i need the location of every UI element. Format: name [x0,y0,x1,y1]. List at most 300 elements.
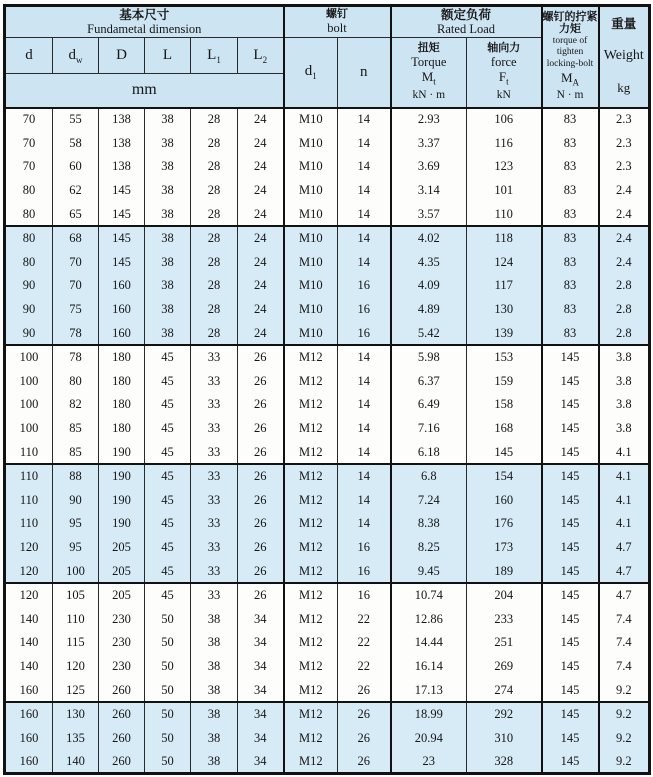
cell-L1: 38 [191,702,238,726]
cell-n: 14 [338,250,391,274]
cell-dw: 85 [53,417,99,441]
cell-torque: 10.74 [391,583,467,607]
cell-force: 233 [467,607,542,631]
cell-torque: 5.42 [391,322,467,346]
weight-zh: 重量 [611,16,637,32]
cell-D: 205 [99,536,145,560]
cell-L2: 24 [238,108,284,132]
cell-L2: 34 [238,726,284,750]
cell-locking-torque: 83 [542,108,599,132]
cell-D: 160 [99,322,145,346]
cell-locking-torque: 145 [542,726,599,750]
cell-locking-torque: 145 [542,441,599,465]
cell-n: 14 [338,393,391,417]
cell-dw: 68 [53,226,99,250]
cell-torque: 16.14 [391,655,467,679]
cell-weight: 2.3 [599,155,650,179]
torque-symbol: $M_t$ [421,69,436,87]
cell-d1: M10 [284,131,338,155]
cell-weight: 3.8 [599,417,650,441]
cell-n: 14 [338,464,391,488]
cell-d1: M12 [284,393,338,417]
cell-L1: 33 [191,464,238,488]
cell-d: 110 [5,488,53,512]
cell-n: 14 [338,345,391,369]
cell-dw: 135 [53,726,99,750]
cell-d1: M12 [284,583,338,607]
axial-force-zh: 轴向力 [487,41,521,55]
table-row [5,298,650,322]
cell-L: 45 [145,488,191,512]
cell-dw: 115 [53,631,99,655]
cell-force: 117 [467,274,542,298]
bolt-en: bolt [327,21,347,36]
cell-L1: 33 [191,583,238,607]
cell-dw: 62 [53,179,99,203]
table-row [5,155,650,179]
header-locking-bolt-torque [542,6,599,108]
cell-n: 26 [338,750,391,774]
cell-d1: M10 [284,203,338,227]
cell-D: 230 [99,607,145,631]
cell-d: 90 [5,298,53,322]
cell-D: 145 [99,179,145,203]
cell-L: 38 [145,179,191,203]
cell-torque: 18.99 [391,702,467,726]
cell-L: 45 [145,560,191,584]
cell-L2: 34 [238,655,284,679]
cell-torque: 6.37 [391,369,467,393]
cell-dw: 65 [53,203,99,227]
cell-torque: 3.14 [391,179,467,203]
cell-L1: 38 [191,631,238,655]
cell-locking-torque: 83 [542,322,599,346]
table-row [5,441,650,465]
cell-dw: 140 [53,750,99,774]
cell-torque: 4.89 [391,298,467,322]
column-header-torque [391,38,467,108]
cell-d: 140 [5,607,53,631]
column-header-axial-force [467,38,542,108]
cell-d: 80 [5,203,53,227]
header-bolt [284,6,391,38]
cell-d1: M12 [284,726,338,750]
cell-L: 38 [145,250,191,274]
table-row [5,560,650,584]
table-row [5,655,650,679]
table-row [5,203,650,227]
cell-force: 106 [467,108,542,132]
table-header [5,6,650,108]
header-weight [599,6,650,108]
cell-L1: 38 [191,750,238,774]
cell-d: 140 [5,631,53,655]
cell-n: 14 [338,441,391,465]
cell-weight: 7.4 [599,607,650,631]
cell-L: 38 [145,155,191,179]
cell-d1: M10 [284,274,338,298]
cell-D: 190 [99,441,145,465]
cell-torque: 9.45 [391,560,467,584]
locking-torque-en-line2: tighten [556,47,584,58]
torque-zh: 扭矩 [417,41,440,55]
cell-dw: 80 [53,369,99,393]
cell-L1: 33 [191,345,238,369]
cell-d: 70 [5,108,53,132]
cell-dw: 78 [53,322,99,346]
cell-d1: M12 [284,417,338,441]
cell-D: 260 [99,750,145,774]
fundamental-dimension-zh: 基本尺寸 [119,6,170,22]
cell-L1: 28 [191,203,238,227]
mm-unit-cell: mm [5,74,284,108]
cell-d1: M12 [284,536,338,560]
cell-force: 328 [467,750,542,774]
cell-torque: 6.49 [391,393,467,417]
cell-n: 14 [338,179,391,203]
cell-dw: 78 [53,345,99,369]
table-row [5,250,650,274]
cell-dw: 55 [53,108,99,132]
cell-L2: 24 [238,203,284,227]
cell-d: 140 [5,655,53,679]
column-header-dw: $d_w$ [53,38,99,74]
cell-L: 45 [145,464,191,488]
cell-L1: 33 [191,393,238,417]
cell-locking-torque: 145 [542,583,599,607]
table-row [5,726,650,750]
cell-dw: 85 [53,441,99,465]
cell-n: 16 [338,560,391,584]
cell-locking-torque: 83 [542,226,599,250]
cell-L2: 26 [238,464,284,488]
cell-d: 160 [5,679,53,703]
cell-D: 138 [99,108,145,132]
locking-torque-zh-line1: 螺钉的拧紧 [542,9,598,23]
cell-locking-torque: 145 [542,369,599,393]
cell-force: 154 [467,464,542,488]
cell-d1: M10 [284,298,338,322]
cell-L: 50 [145,631,191,655]
cell-dw: 60 [53,155,99,179]
cell-L2: 26 [238,583,284,607]
cell-D: 260 [99,726,145,750]
cell-force: 159 [467,369,542,393]
cell-L1: 28 [191,250,238,274]
table-row [5,226,650,250]
cell-L: 38 [145,203,191,227]
cell-locking-torque: 83 [542,203,599,227]
cell-dw: 110 [53,607,99,631]
cell-force: 158 [467,393,542,417]
cell-L: 45 [145,393,191,417]
torque-en: Torque [411,55,447,69]
cell-torque: 3.69 [391,155,467,179]
weight-en: Weight [603,48,644,64]
cell-force: 160 [467,488,542,512]
cell-torque: 7.24 [391,488,467,512]
cell-L2: 34 [238,750,284,774]
rated-load-en: Rated Load [437,22,495,36]
cell-L: 45 [145,369,191,393]
cell-weight: 9.2 [599,726,650,750]
cell-d: 100 [5,345,53,369]
cell-L: 45 [145,345,191,369]
cell-force: 292 [467,702,542,726]
cell-L2: 34 [238,607,284,631]
cell-L1: 33 [191,512,238,536]
table-row [5,131,650,155]
cell-dw: 95 [53,512,99,536]
table-row [5,488,650,512]
cell-L2: 26 [238,345,284,369]
cell-d1: M12 [284,464,338,488]
cell-d: 120 [5,560,53,584]
cell-weight: 2.3 [599,108,650,132]
cell-locking-torque: 83 [542,250,599,274]
cell-n: 26 [338,679,391,703]
cell-L1: 38 [191,607,238,631]
cell-dw: 88 [53,464,99,488]
cell-d: 80 [5,226,53,250]
table-row [5,179,650,203]
cell-force: 101 [467,179,542,203]
cell-d1: M10 [284,108,338,132]
cell-weight: 4.1 [599,464,650,488]
table-row [5,679,650,703]
cell-L1: 28 [191,322,238,346]
cell-d1: M12 [284,488,338,512]
cell-L: 45 [145,417,191,441]
cell-L2: 26 [238,369,284,393]
cell-n: 14 [338,203,391,227]
cell-D: 230 [99,655,145,679]
cell-d1: M12 [284,512,338,536]
table-row [5,512,650,536]
cell-d: 160 [5,750,53,774]
table-row [5,274,650,298]
cell-dw: 90 [53,488,99,512]
cell-force: 176 [467,512,542,536]
cell-torque: 12.86 [391,607,467,631]
cell-n: 14 [338,488,391,512]
header-rated-load [391,6,542,38]
cell-torque: 17.13 [391,679,467,703]
cell-L2: 26 [238,417,284,441]
cell-torque: 14.44 [391,631,467,655]
cell-D: 230 [99,631,145,655]
cell-locking-torque: 145 [542,393,599,417]
cell-weight: 4.7 [599,583,650,607]
cell-d: 80 [5,179,53,203]
cell-L: 45 [145,583,191,607]
cell-d1: M12 [284,679,338,703]
table-row [5,108,650,132]
column-header-n: n [338,38,391,108]
cell-L2: 26 [238,488,284,512]
cell-n: 14 [338,155,391,179]
cell-L: 38 [145,226,191,250]
cell-d: 100 [5,369,53,393]
cell-weight: 4.1 [599,441,650,465]
cell-n: 22 [338,607,391,631]
cell-force: 274 [467,679,542,703]
cell-force: 251 [467,631,542,655]
cell-D: 138 [99,131,145,155]
cell-n: 14 [338,512,391,536]
cell-d: 110 [5,512,53,536]
column-header-L2: $L_2$ [238,38,284,74]
cell-L2: 26 [238,441,284,465]
cell-dw: 120 [53,655,99,679]
header-fundamental-dimension [5,6,284,38]
cell-torque: 6.18 [391,441,467,465]
cell-L2: 26 [238,393,284,417]
cell-d1: M10 [284,155,338,179]
cell-D: 205 [99,583,145,607]
cell-dw: 130 [53,702,99,726]
cell-locking-torque: 145 [542,560,599,584]
cell-weight: 2.8 [599,322,650,346]
cell-L: 50 [145,679,191,703]
cell-weight: 2.8 [599,298,650,322]
cell-L2: 34 [238,631,284,655]
column-header-D: D [99,38,145,74]
cell-weight: 7.4 [599,655,650,679]
cell-dw: 125 [53,679,99,703]
cell-dw: 82 [53,393,99,417]
cell-L1: 33 [191,417,238,441]
cell-D: 145 [99,203,145,227]
cell-d: 120 [5,536,53,560]
cell-weight: 3.8 [599,369,650,393]
cell-n: 16 [338,274,391,298]
cell-L: 38 [145,131,191,155]
cell-d1: M10 [284,179,338,203]
cell-dw: 58 [53,131,99,155]
cell-n: 26 [338,702,391,726]
cell-weight: 3.8 [599,345,650,369]
cell-D: 190 [99,464,145,488]
table-row [5,345,650,369]
cell-force: 145 [467,441,542,465]
cell-D: 260 [99,702,145,726]
cell-force: 139 [467,322,542,346]
cell-weight: 9.2 [599,702,650,726]
cell-weight: 4.7 [599,536,650,560]
cell-locking-torque: 145 [542,607,599,631]
cell-force: 269 [467,655,542,679]
cell-locking-torque: 145 [542,417,599,441]
cell-torque: 6.8 [391,464,467,488]
cell-n: 16 [338,536,391,560]
cell-weight: 4.7 [599,560,650,584]
cell-d1: M10 [284,322,338,346]
cell-d: 70 [5,131,53,155]
cell-L2: 24 [238,322,284,346]
cell-L: 50 [145,726,191,750]
cell-L1: 33 [191,560,238,584]
cell-d1: M12 [284,369,338,393]
locking-torque-symbol: $M_A$ [560,70,580,88]
cell-L2: 26 [238,536,284,560]
cell-weight: 4.1 [599,488,650,512]
cell-n: 22 [338,631,391,655]
cell-L: 38 [145,108,191,132]
cell-n: 16 [338,583,391,607]
table-row [5,369,650,393]
cell-L2: 26 [238,512,284,536]
cell-n: 14 [338,131,391,155]
cell-L2: 24 [238,274,284,298]
cell-d1: M12 [284,345,338,369]
cell-locking-torque: 145 [542,702,599,726]
column-header-d: d [5,38,53,74]
cell-d: 100 [5,393,53,417]
bolt-zh: 螺钉 [326,7,349,21]
cell-d: 100 [5,417,53,441]
cell-d: 160 [5,726,53,750]
cell-L1: 28 [191,298,238,322]
cell-locking-torque: 83 [542,274,599,298]
cell-L1: 33 [191,536,238,560]
cell-force: 168 [467,417,542,441]
cell-L: 45 [145,536,191,560]
table-row [5,417,650,441]
cell-weight: 2.4 [599,226,650,250]
cell-n: 14 [338,369,391,393]
cell-L: 50 [145,655,191,679]
cell-force: 173 [467,536,542,560]
cell-d1: M12 [284,607,338,631]
cell-locking-torque: 145 [542,512,599,536]
cell-L: 38 [145,322,191,346]
cell-d: 90 [5,274,53,298]
cell-D: 180 [99,417,145,441]
cell-L1: 28 [191,274,238,298]
cell-weight: 9.2 [599,679,650,703]
cell-L: 45 [145,441,191,465]
locking-torque-zh-line2: 力矩 [559,22,582,36]
table-row [5,607,650,631]
cell-L1: 33 [191,441,238,465]
cell-L2: 24 [238,155,284,179]
column-header-L: L [145,38,191,74]
cell-dw: 100 [53,560,99,584]
cell-torque: 23 [391,750,467,774]
axial-force-unit: kN [496,88,511,101]
cell-L: 38 [145,274,191,298]
cell-d1: M12 [284,560,338,584]
cell-locking-torque: 145 [542,750,599,774]
cell-L1: 28 [191,179,238,203]
cell-L: 50 [145,702,191,726]
cell-D: 180 [99,369,145,393]
cell-locking-torque: 83 [542,131,599,155]
cell-L: 45 [145,512,191,536]
cell-torque: 3.37 [391,131,467,155]
weight-unit: kg [617,80,631,96]
cell-D: 145 [99,250,145,274]
cell-D: 160 [99,274,145,298]
cell-D: 160 [99,298,145,322]
table-row [5,464,650,488]
cell-locking-torque: 83 [542,155,599,179]
cell-D: 145 [99,226,145,250]
cell-d1: M12 [284,655,338,679]
cell-locking-torque: 83 [542,298,599,322]
cell-n: 14 [338,226,391,250]
